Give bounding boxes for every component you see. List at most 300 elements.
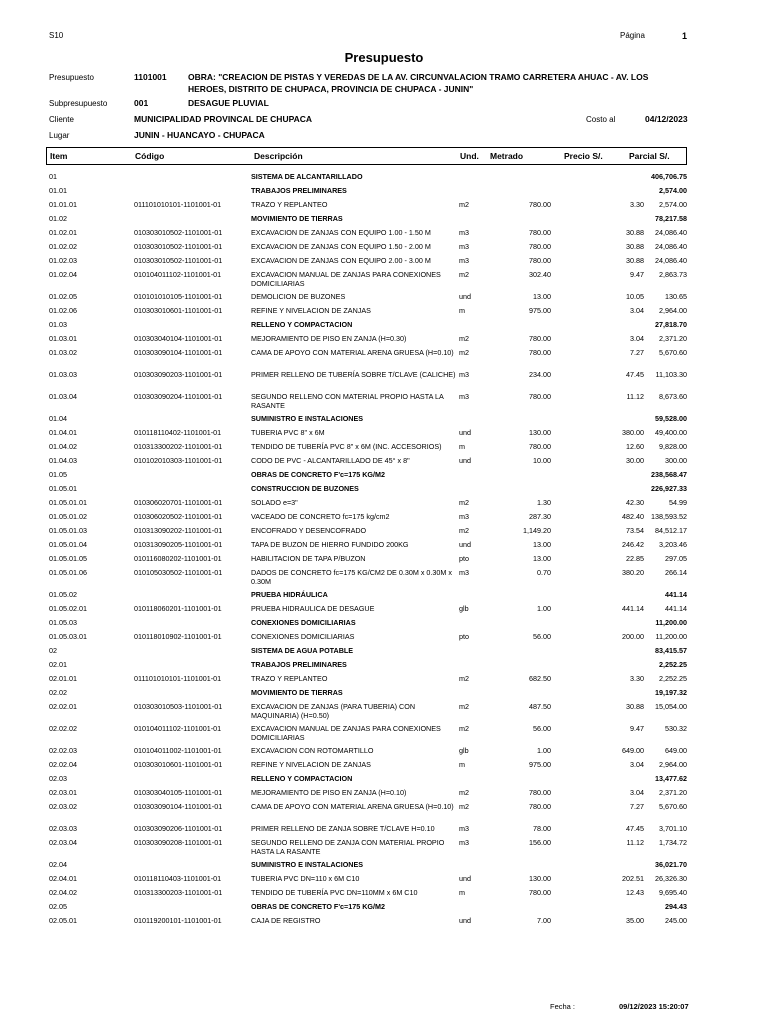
parcial-cell: 130.65 <box>665 292 687 301</box>
description-cell: DEMOLICION DE BUZONES <box>251 292 346 301</box>
item-cell: 01.04.02 <box>49 442 77 451</box>
item-cell: 01.05.02 <box>49 590 77 599</box>
description-cell: TRAZO Y REPLANTEO <box>251 674 328 683</box>
description-cell: TRABAJOS PRELIMINARES <box>251 186 347 195</box>
parcial-cell: 2,371.20 <box>659 334 687 343</box>
parcial-cell: 294.43 <box>665 902 687 911</box>
metrado-cell: 780.00 <box>529 348 551 357</box>
parcial-cell: 441.14 <box>665 604 687 613</box>
unit-cell: glb <box>459 746 469 755</box>
parcial-cell: 15,054.00 <box>655 702 687 711</box>
code-cell: 010303040105-1101001-01 <box>134 788 223 797</box>
description-cell: ENCOFRADO Y DESENCOFRADO <box>251 526 367 535</box>
item-cell: 01.02.06 <box>49 306 77 315</box>
unit-cell: m2 <box>459 724 469 733</box>
metrado-cell: 13.00 <box>533 292 551 301</box>
code-cell: 010303090204-1101001-01 <box>134 392 223 401</box>
table-row <box>0 758 768 772</box>
unit-cell: m <box>459 888 465 897</box>
col-item: Item <box>50 151 68 161</box>
parcial-cell: 649.00 <box>665 746 687 755</box>
unit-cell: m3 <box>459 256 469 265</box>
description-cell: PRIMER RELLENO DE TUBERÍA SOBRE T/CLAVE (CALICHE) <box>251 370 456 379</box>
table-row <box>0 304 768 318</box>
unit-cell: m <box>459 306 465 315</box>
precio-cell: 3.04 <box>630 788 644 797</box>
precio-cell: 42.30 <box>626 498 644 507</box>
report-code: S10 <box>49 31 64 40</box>
metrado-cell: 78.00 <box>533 824 551 833</box>
col-parcial: Parcial S/. <box>629 151 670 161</box>
unit-cell: m3 <box>459 838 469 847</box>
parcial-cell: 59,528.00 <box>655 414 687 423</box>
description-cell: TUBERIA PVC 8" x 6M <box>251 428 325 437</box>
precio-cell: 3.30 <box>630 674 644 683</box>
parcial-cell: 24,086.40 <box>655 242 687 251</box>
parcial-cell: 19,197.32 <box>655 688 687 697</box>
metrado-cell: 780.00 <box>529 242 551 251</box>
footer-fecha-label: Fecha : <box>550 1002 576 1011</box>
description-cell: CONEXIONES DOMICILIARIAS <box>251 632 355 641</box>
description-cell: TENDIDO DE TUBERÍA PVC 8" x 6M (INC. ACCESORIOS) <box>251 442 442 451</box>
footer-fecha-value: 09/12/2023 15:20:07 <box>619 1002 689 1011</box>
table-row <box>0 524 768 538</box>
description-cell: MEJORAMIENTO DE PISO EN ZANJA (H=0.30) <box>251 334 407 343</box>
item-cell: 01.05.01.03 <box>49 526 87 535</box>
unit-cell: pto <box>459 554 469 563</box>
item-cell: 02.03.04 <box>49 838 77 847</box>
metrado-cell: 780.00 <box>529 200 551 209</box>
table-row <box>0 390 768 412</box>
item-cell: 01.02.02 <box>49 242 77 251</box>
description-cell: SEGUNDO RELLENO CON MATERIAL PROPIO HASTA LA RASANTE <box>251 392 444 410</box>
costo-label: Costo al <box>586 115 616 124</box>
unit-cell: und <box>459 916 471 925</box>
description-cell: SOLADO e=3" <box>251 498 298 507</box>
parcial-cell: 27,818.70 <box>655 320 687 329</box>
parcial-cell: 83,415.57 <box>655 646 687 655</box>
parcial-cell: 11,200.00 <box>655 632 687 641</box>
description-cell: SEGUNDO RELLENO DE ZANJA CON MATERIAL PROPIO HASTA LA RASANTE <box>251 838 445 856</box>
metrado-cell: 780.00 <box>529 888 551 897</box>
table-row <box>0 822 768 836</box>
precio-cell: 11.12 <box>626 392 644 401</box>
metrado-cell: 13.00 <box>533 540 551 549</box>
table-row <box>0 786 768 800</box>
table-group-row <box>0 900 768 914</box>
code-cell: 010303040104-1101001-01 <box>134 334 223 343</box>
item-cell: 02.03.01 <box>49 788 77 797</box>
metrado-cell: 234.00 <box>529 370 551 379</box>
metrado-cell: 780.00 <box>529 334 551 343</box>
metrado-cell: 287.30 <box>529 512 551 521</box>
lugar-name: JUNIN - HUANCAYO - CHUPACA <box>134 130 265 140</box>
unit-cell: m2 <box>459 802 469 811</box>
metrado-cell: 487.50 <box>529 702 551 711</box>
description-cell: SISTEMA DE ALCANTARILLADO <box>251 172 363 181</box>
unit-cell: und <box>459 292 471 301</box>
metrado-cell: 156.00 <box>529 838 551 847</box>
parcial-cell: 226,927.33 <box>651 484 687 493</box>
unit-cell: m3 <box>459 512 469 521</box>
code-cell: 010313090202-1101001-01 <box>134 526 223 535</box>
precio-cell: 12.43 <box>626 888 644 897</box>
parcial-cell: 24,086.40 <box>655 256 687 265</box>
unit-cell: m3 <box>459 392 469 401</box>
precio-cell: 11.12 <box>626 838 644 847</box>
item-cell: 02.02 <box>49 688 67 697</box>
precio-cell: 380.20 <box>622 568 644 577</box>
parcial-cell: 1,734.72 <box>659 838 687 847</box>
metrado-cell: 13.00 <box>533 554 551 563</box>
precio-cell: 9.47 <box>630 724 644 733</box>
metrado-cell: 1.30 <box>537 498 551 507</box>
precio-cell: 30.88 <box>626 702 644 711</box>
precio-cell: 200.00 <box>622 632 644 641</box>
parcial-cell: 2,574.00 <box>659 186 687 195</box>
code-cell: 010303010601-1101001-01 <box>134 306 223 315</box>
precio-cell: 441.14 <box>622 604 644 613</box>
description-cell: TRABAJOS PRELIMINARES <box>251 660 347 669</box>
item-cell: 02.04.01 <box>49 874 77 883</box>
subpresupuesto-label: Subpresupuesto <box>49 99 108 108</box>
table-group-row <box>0 644 768 658</box>
item-cell: 02.01 <box>49 660 67 669</box>
metrado-cell: 780.00 <box>529 788 551 797</box>
precio-cell: 649.00 <box>622 746 644 755</box>
item-cell: 01.02.05 <box>49 292 77 301</box>
item-cell: 01.03 <box>49 320 67 329</box>
table-group-row <box>0 858 768 872</box>
item-cell: 01.03.04 <box>49 392 77 401</box>
table-row <box>0 290 768 304</box>
code-cell: 010313300202-1101001-01 <box>134 442 223 451</box>
precio-cell: 482.40 <box>622 512 644 521</box>
col-und: Und. <box>460 151 479 161</box>
code-cell: 010118110402-1101001-01 <box>134 428 222 437</box>
table-row <box>0 426 768 440</box>
description-cell: TRAZO Y REPLANTEO <box>251 200 328 209</box>
metrado-cell: 130.00 <box>529 874 551 883</box>
code-cell: 010303010502-1101001-01 <box>134 242 223 251</box>
unit-cell: glb <box>459 604 469 613</box>
code-cell: 010116080202-1101001-01 <box>134 554 222 563</box>
unit-cell: m3 <box>459 824 469 833</box>
parcial-cell: 84,512.17 <box>655 526 687 535</box>
description-cell: CAJA DE REGISTRO <box>251 916 321 925</box>
item-cell: 01.05.01.04 <box>49 540 87 549</box>
subpresupuesto-code: 001 <box>134 98 149 108</box>
unit-cell: und <box>459 428 471 437</box>
parcial-cell: 36,021.70 <box>655 860 687 869</box>
table-row <box>0 886 768 900</box>
parcial-cell: 245.00 <box>665 916 687 925</box>
metrado-cell: 780.00 <box>529 228 551 237</box>
item-cell: 01.03.01 <box>49 334 77 343</box>
precio-cell: 380.00 <box>622 428 644 437</box>
unit-cell: m2 <box>459 200 469 209</box>
item-cell: 01.05.01.01 <box>49 498 87 507</box>
parcial-cell: 2,574.00 <box>659 200 687 209</box>
code-cell: 010303010503-1101001-01 <box>134 702 223 711</box>
budget-table <box>0 170 768 928</box>
item-cell: 02.02.04 <box>49 760 77 769</box>
item-cell: 01.05.01.06 <box>49 568 87 577</box>
presupuesto-label: Presupuesto <box>49 73 94 82</box>
precio-cell: 73.54 <box>626 526 644 535</box>
table-group-row <box>0 772 768 786</box>
parcial-cell: 5,670.60 <box>659 348 687 357</box>
cliente-label: Cliente <box>49 115 74 124</box>
description-cell: TUBERIA PVC DN=110 x 6M C10 <box>251 874 360 883</box>
unit-cell: und <box>459 874 471 883</box>
description-cell: PRIMER RELLENO DE ZANJA SOBRE T/CLAVE H=0.10 <box>251 824 435 833</box>
unit-cell: m2 <box>459 674 469 683</box>
metrado-cell: 1,149.20 <box>523 526 551 535</box>
code-cell: 010105030502-1101001-01 <box>134 568 223 577</box>
obra-line-2: HEROES, DISTRITO DE CHUPACA, PROVINCIA DE CHUPACA - JUNIN" <box>188 84 474 94</box>
table-group-row <box>0 482 768 496</box>
precio-cell: 12.60 <box>626 442 644 451</box>
item-cell: 01.05 <box>49 470 67 479</box>
code-cell: 010119200101-1101001-01 <box>134 916 222 925</box>
metrado-cell: 780.00 <box>529 256 551 265</box>
parcial-cell: 3,701.10 <box>659 824 687 833</box>
item-cell: 01.03.03 <box>49 370 77 379</box>
parcial-cell: 8,673.60 <box>659 392 687 401</box>
code-cell: 010303090104-1101001-01 <box>134 348 223 357</box>
parcial-cell: 2,252.25 <box>659 660 687 669</box>
item-cell: 02.05 <box>49 902 67 911</box>
document-title: Presupuesto <box>344 50 424 65</box>
table-group-row <box>0 412 768 426</box>
table-group-row <box>0 212 768 226</box>
table-row <box>0 700 768 722</box>
page-label: Página <box>620 31 645 40</box>
item-cell: 02 <box>49 646 57 655</box>
precio-cell: 7.27 <box>630 348 644 357</box>
parcial-cell: 300.00 <box>665 456 687 465</box>
description-cell: MEJORAMIENTO DE PISO EN ZANJA (H=0.10) <box>251 788 407 797</box>
metrado-cell: 1.00 <box>537 604 551 613</box>
table-row <box>0 630 768 644</box>
item-cell: 02.05.01 <box>49 916 77 925</box>
table-group-row <box>0 616 768 630</box>
presupuesto-code: 1101001 <box>134 72 167 82</box>
col-precio: Precio S/. <box>564 151 603 161</box>
parcial-cell: 11,103.30 <box>655 370 687 379</box>
precio-cell: 3.04 <box>630 306 644 315</box>
costo-date: 04/12/2023 <box>645 114 688 124</box>
item-cell: 01.02.03 <box>49 256 77 265</box>
table-group-row <box>0 658 768 672</box>
precio-cell: 30.88 <box>626 256 644 265</box>
unit-cell: m3 <box>459 370 469 379</box>
description-cell: MOVIMIENTO DE TIERRAS <box>251 688 343 697</box>
code-cell: 010303010502-1101001-01 <box>134 228 223 237</box>
unit-cell: m3 <box>459 568 469 577</box>
parcial-cell: 266.14 <box>665 568 687 577</box>
subpresupuesto-name: DESAGUE PLUVIAL <box>188 98 269 108</box>
item-cell: 01.05.01.05 <box>49 554 87 563</box>
description-cell: REFINE Y NIVELACION DE ZANJAS <box>251 306 371 315</box>
precio-cell: 202.51 <box>622 874 644 883</box>
page-number: 1 <box>682 31 688 41</box>
table-row <box>0 800 768 822</box>
description-cell: SUMINISTRO E INSTALACIONES <box>251 860 364 869</box>
description-cell: EXCAVACION DE ZANJAS CON EQUIPO 1.00 - 1.50 M <box>251 228 431 237</box>
item-cell: 02.02.02 <box>49 724 77 733</box>
metrado-cell: 56.00 <box>533 724 551 733</box>
precio-cell: 9.47 <box>630 270 644 279</box>
table-row <box>0 368 768 390</box>
precio-cell: 35.00 <box>626 916 644 925</box>
table-group-row <box>0 184 768 198</box>
description-cell: EXCAVACION DE ZANJAS CON EQUIPO 1.50 - 2.00 M <box>251 242 431 251</box>
item-cell: 02.04.02 <box>49 888 77 897</box>
unit-cell: m2 <box>459 498 469 507</box>
item-cell: 02.02.01 <box>49 702 77 711</box>
metrado-cell: 682.50 <box>529 674 551 683</box>
description-cell: RELLENO Y COMPACTACION <box>251 320 353 329</box>
item-cell: 02.02.03 <box>49 746 77 755</box>
metrado-cell: 780.00 <box>529 802 551 811</box>
item-cell: 01 <box>49 172 57 181</box>
unit-cell: m3 <box>459 242 469 251</box>
metrado-cell: 975.00 <box>529 760 551 769</box>
parcial-cell: 2,964.00 <box>659 306 687 315</box>
item-cell: 01.05.03 <box>49 618 77 627</box>
metrado-cell: 780.00 <box>529 442 551 451</box>
unit-cell: und <box>459 456 471 465</box>
unit-cell: m2 <box>459 702 469 711</box>
unit-cell: m2 <box>459 788 469 797</box>
table-row <box>0 254 768 268</box>
table-row <box>0 440 768 454</box>
precio-cell: 10.05 <box>626 292 644 301</box>
item-cell: 01.05.01 <box>49 484 77 493</box>
lugar-label: Lugar <box>49 131 70 140</box>
parcial-cell: 9,828.00 <box>659 442 687 451</box>
table-row <box>0 672 768 686</box>
parcial-cell: 441.14 <box>665 590 687 599</box>
precio-cell: 3.04 <box>630 760 644 769</box>
item-cell: 01.02.01 <box>49 228 77 237</box>
description-cell: CAMA DE APOYO CON MATERIAL ARENA GRUESA (H=0.10) <box>251 802 454 811</box>
unit-cell: m2 <box>459 526 469 535</box>
table-row <box>0 496 768 510</box>
precio-cell: 30.88 <box>626 228 644 237</box>
parcial-cell: 138,593.52 <box>651 512 687 521</box>
code-cell: 010313090205-1101001-01 <box>134 540 223 549</box>
description-cell: HABILITACION DE TAPA P/BUZON <box>251 554 366 563</box>
parcial-cell: 11,200.00 <box>655 618 687 627</box>
table-row <box>0 454 768 468</box>
metrado-cell: 7.00 <box>537 916 551 925</box>
precio-cell: 7.27 <box>630 802 644 811</box>
precio-cell: 3.04 <box>630 334 644 343</box>
column-header <box>46 147 687 165</box>
metrado-cell: 1.00 <box>537 746 551 755</box>
col-codigo: Código <box>135 151 165 161</box>
description-cell: CODO DE PVC - ALCANTARILLADO DE 45° x 8" <box>251 456 410 465</box>
table-row <box>0 566 768 588</box>
description-cell: SISTEMA DE AGUA POTABLE <box>251 646 354 655</box>
item-cell: 01.05.03.01 <box>49 632 87 641</box>
code-cell: 011101010101-1101001-01 <box>134 674 222 683</box>
item-cell: 01.02 <box>49 214 67 223</box>
item-cell: 01.04.01 <box>49 428 77 437</box>
precio-cell: 30.00 <box>626 456 644 465</box>
parcial-cell: 54.99 <box>669 498 687 507</box>
parcial-cell: 2,863.73 <box>659 270 687 279</box>
description-cell: REFINE Y NIVELACION DE ZANJAS <box>251 760 371 769</box>
obra-line-1: OBRA: "CREACION DE PISTAS Y VEREDAS DE LA AV. CIRCUNVALACION TRAMO CARRETERA AHUAC - AV. LOS <box>188 72 649 82</box>
unit-cell: pto <box>459 632 469 641</box>
code-cell: 011101010101-1101001-01 <box>134 200 222 209</box>
description-cell: PRUEBA HIDRAULICA DE DESAGUE <box>251 604 375 613</box>
cliente-name: MUNICIPALIDAD PROVINCAL DE CHUPACA <box>134 114 313 124</box>
unit-cell: m <box>459 442 465 451</box>
code-cell: 010303010502-1101001-01 <box>134 256 223 265</box>
metrado-cell: 975.00 <box>529 306 551 315</box>
precio-cell: 47.45 <box>626 824 644 833</box>
item-cell: 02.03.02 <box>49 802 77 811</box>
item-cell: 01.05.01.02 <box>49 512 87 521</box>
item-cell: 01.01 <box>49 186 67 195</box>
item-cell: 01.05.02.01 <box>49 604 87 613</box>
parcial-cell: 24,086.40 <box>655 228 687 237</box>
code-cell: 010102010303-1101001-01 <box>134 456 223 465</box>
unit-cell: m2 <box>459 348 469 357</box>
table-row <box>0 538 768 552</box>
table-row <box>0 240 768 254</box>
table-row <box>0 198 768 212</box>
description-cell: OBRAS DE CONCRETO F'c=175 KG/M2 <box>251 470 385 479</box>
item-cell: 01.04.03 <box>49 456 77 465</box>
table-group-row <box>0 468 768 482</box>
col-metrado: Metrado <box>490 151 524 161</box>
table-row <box>0 914 768 928</box>
precio-cell: 3.30 <box>630 200 644 209</box>
precio-cell: 47.45 <box>626 370 644 379</box>
table-group-row <box>0 170 768 184</box>
code-cell: 010303090208-1101001-01 <box>134 838 223 847</box>
parcial-cell: 2,964.00 <box>659 760 687 769</box>
parcial-cell: 297.05 <box>665 554 687 563</box>
item-cell: 01.01.01 <box>49 200 77 209</box>
code-cell: 010118110403-1101001-01 <box>134 874 222 883</box>
metrado-cell: 130.00 <box>529 428 551 437</box>
description-cell: PRUEBA HIDRÁULICA <box>251 590 328 599</box>
code-cell: 010303090104-1101001-01 <box>134 802 223 811</box>
parcial-cell: 530.32 <box>665 724 687 733</box>
table-row <box>0 332 768 346</box>
description-cell: EXCAVACION MANUAL DE ZANJAS PARA CONEXIONES DOMICILIARIAS <box>251 724 441 742</box>
parcial-cell: 5,670.60 <box>659 802 687 811</box>
table-group-row <box>0 318 768 332</box>
table-row <box>0 268 768 290</box>
description-cell: TENDIDO DE TUBERÍA PVC DN=110MM x 6M C10 <box>251 888 418 897</box>
unit-cell: und <box>459 540 471 549</box>
col-descripcion: Descripción <box>254 151 303 161</box>
table-row <box>0 602 768 616</box>
metrado-cell: 56.00 <box>533 632 551 641</box>
code-cell: 010303010601-1101001-01 <box>134 760 223 769</box>
unit-cell: m2 <box>459 270 469 279</box>
code-cell: 010104011002-1101001-01 <box>134 746 222 755</box>
code-cell: 010101010105-1101001-01 <box>134 292 223 301</box>
